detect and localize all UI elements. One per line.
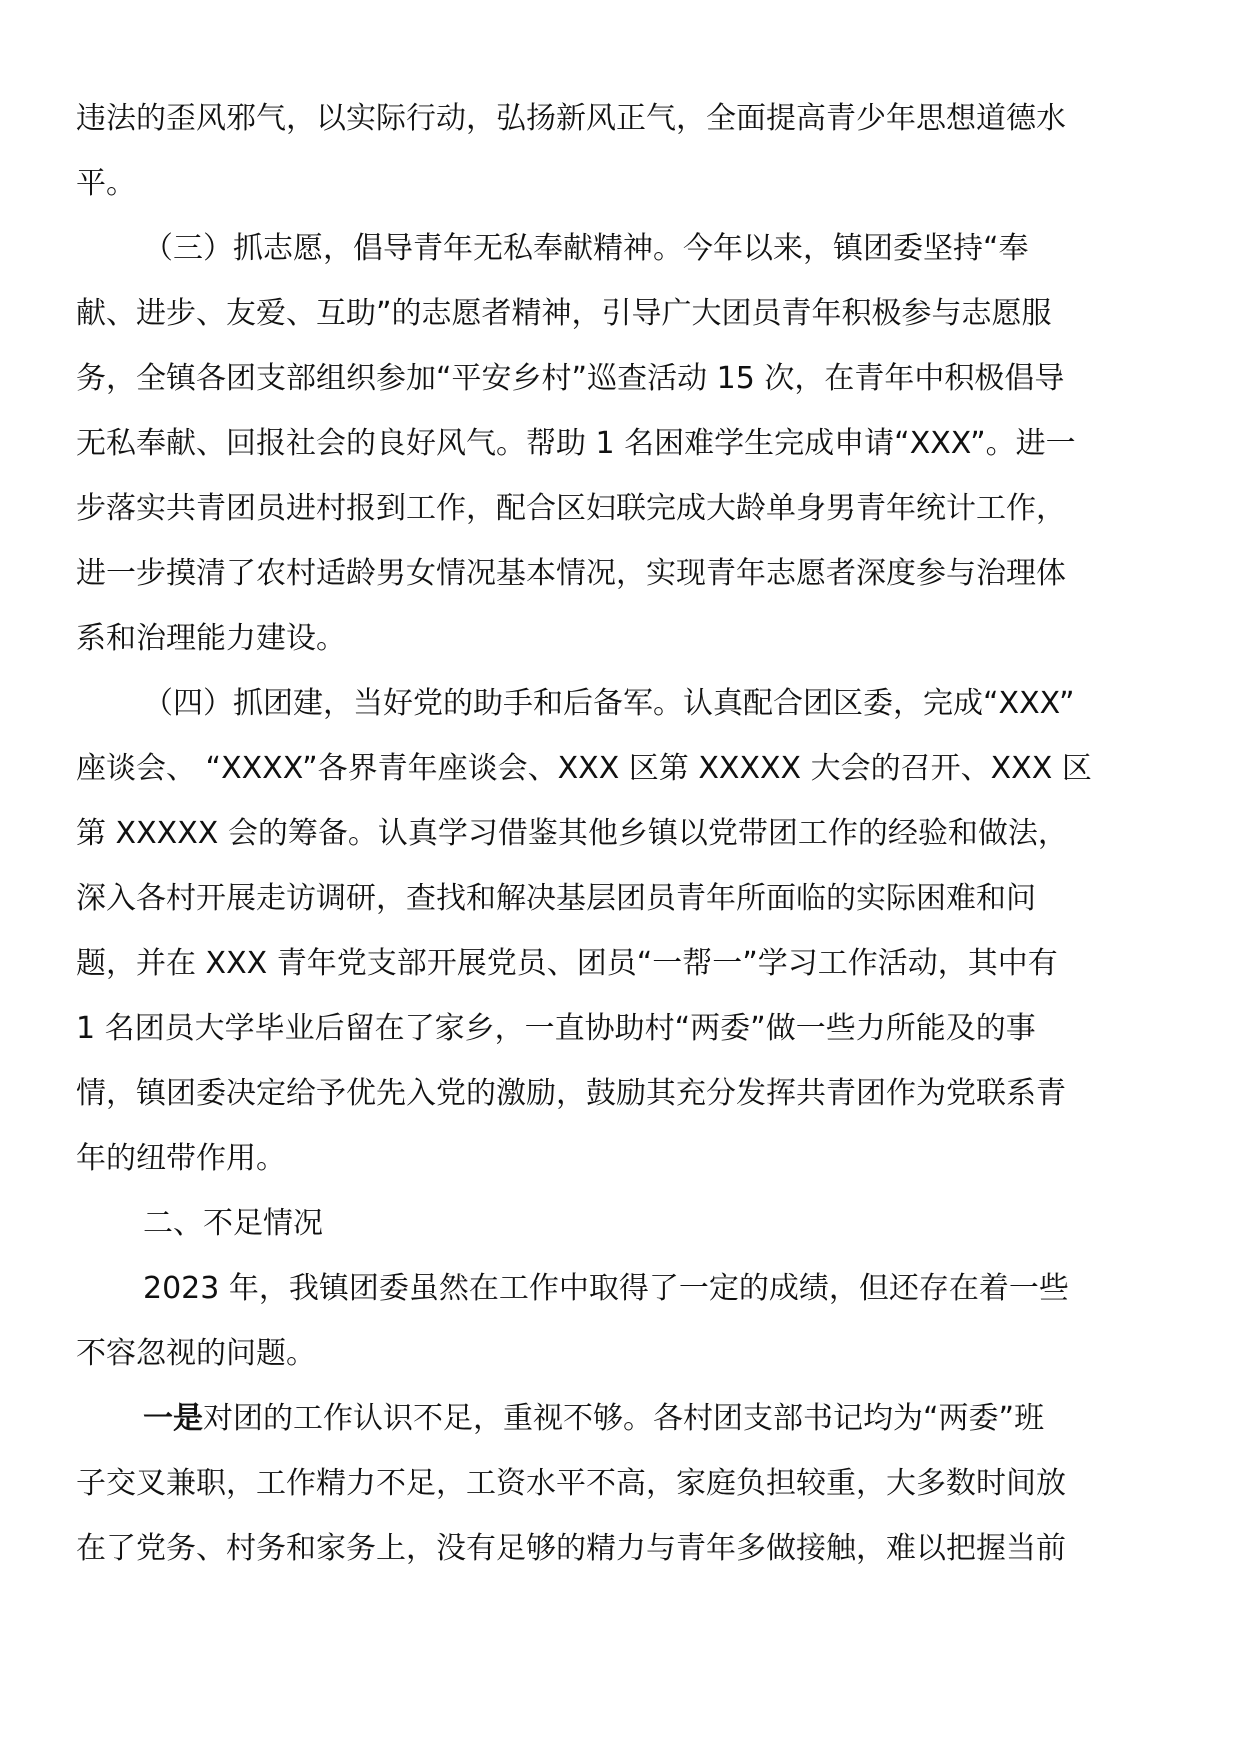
paragraph-continuation [76,86,1176,216]
text-line: 步落实共青团员进村报到工作，配合区妇联完成大龄单身男青年统计工作， [76,491,1066,526]
text-line: 在了党务、村务和家务上，没有足够的精力与青年多做接触，难以把握当前 [76,1531,1066,1566]
text-line: 1 名团员大学毕业后留在了家乡，一直协助村“两委”做一些力所能及的事 [76,1011,1036,1046]
text-line: （三）抓志愿，倡导青年无私奉献精神。今年以来，镇团委坚持“奉 [143,231,1029,266]
lead-bold-text: 一是 [143,1401,203,1436]
text-line: 深入各村开展走访调研，查找和解决基层团员青年所面临的实际困难和问 [76,881,1036,916]
text-line: 题，并在 XXX 青年党支部开展党员、团员“一帮一”学习工作活动，其中有 [76,946,1058,981]
text-line: 献、进步、友爱、互助”的志愿者精神，引导广大团员青年积极参与志愿服 [76,296,1052,331]
text-line [76,1386,1176,1451]
paragraph-league-building [76,671,1176,1191]
text-line: 座谈会、 “XXXX”各界青年座谈会、XXX 区第 XXXXX 大会的召开、XXX 区 [76,751,1092,786]
text-line: 务，全镇各团支部组织参加“平安乡村”巡查活动 15 次，在青年中积极倡导 [76,361,1065,396]
paragraph-volunteer [76,216,1176,671]
text-line: 子交叉兼职，工作精力不足，工资水平不高，家庭负担较重，大多数时间放 [76,1466,1066,1501]
text-line: 进一步摸清了农村适龄男女情况基本情况，实现青年志愿者深度参与治理体 [76,556,1066,591]
section-heading-shortcomings [76,1191,1176,1256]
text-line: 年的纽带作用。 [76,1141,286,1176]
text-line: 情，镇团委决定给予优先入党的激励，鼓励其充分发挥共青团作为党联系青 [76,1076,1066,1111]
text-line: 系和治理能力建设。 [76,621,346,656]
text-line: 违法的歪风邪气，以实际行动，弘扬新风正气，全面提高青少年思想道德水 [76,101,1066,136]
text-line: 2023 年，我镇团委虽然在工作中取得了一定的成绩，但还存在着一些 [143,1271,1069,1306]
paragraph-first-issue [76,1386,1176,1581]
paragraph-2023-summary [76,1256,1176,1386]
text-line: （四）抓团建，当好党的助手和后备军。认真配合团区委，完成“XXX” [143,686,1075,721]
text-line: 平。 [76,166,136,201]
text-line: 无私奉献、回报社会的良好风气。帮助 1 名困难学生完成申请“XXX”。进一 [76,426,1076,461]
section-heading: 二、不足情况 [143,1206,323,1241]
text-line: 第 XXXXX 会的筹备。认真学习借鉴其他乡镇以党带团工作的经验和做法， [76,816,1068,851]
text-line: 不容忽视的问题。 [76,1336,316,1371]
document-body [76,86,1176,1581]
text-fragment: 对团的工作认识不足，重视不够。各村团支部书记均为“两委”班 [203,1401,1045,1436]
